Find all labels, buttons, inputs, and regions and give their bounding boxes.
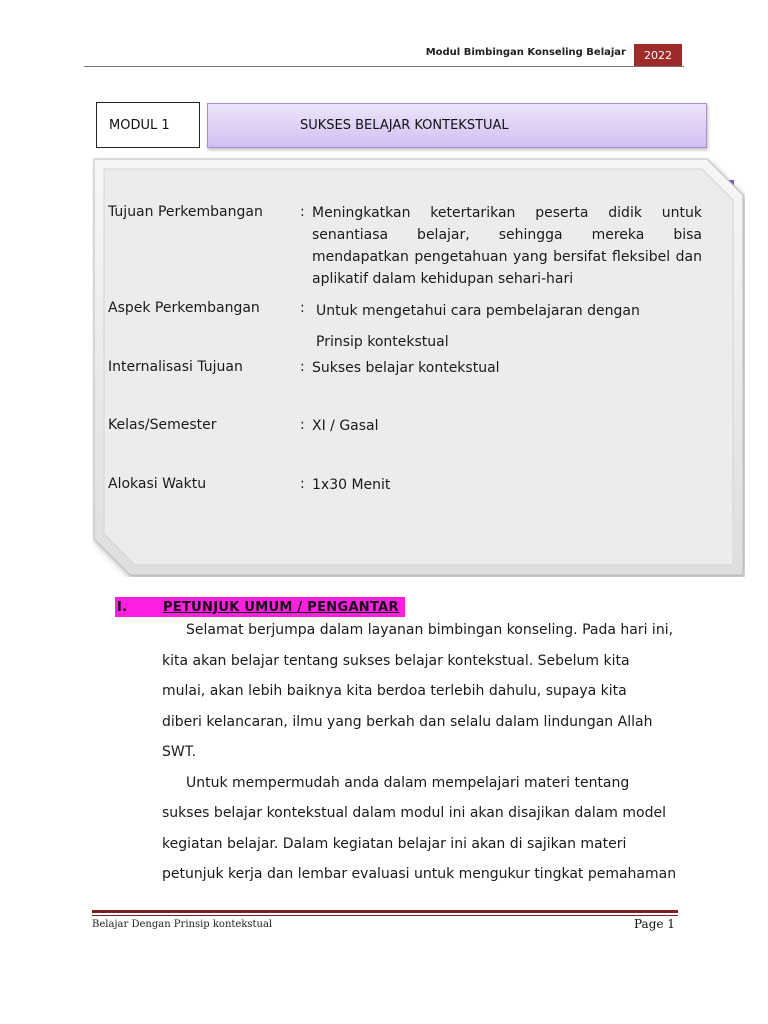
module-number-box: [96, 102, 200, 148]
info-label: Internalisasi Tujuan: [108, 359, 243, 375]
info-label: Kelas/Semester: [108, 417, 217, 433]
paragraph-line: Untuk mempermudah anda dalam mempelajari materi tentang: [186, 775, 630, 791]
header-title: Modul Bimbingan Konseling Belajar: [425, 47, 626, 58]
module-title-banner: [207, 103, 707, 148]
info-colon: :: [300, 476, 305, 492]
page-number: Page 1: [634, 917, 675, 931]
header-rule: [84, 66, 684, 67]
info-colon: :: [300, 204, 305, 220]
info-value: Untuk mengetahui cara pembelajaran dengan: [316, 303, 640, 319]
info-value-continued: Prinsip kontekstual: [316, 334, 449, 350]
section-heading: [115, 597, 405, 617]
paragraph-line: sukses belajar kontekstual dalam modul ini akan disajikan dalam model: [162, 805, 666, 821]
info-colon: :: [300, 359, 305, 375]
footer-rule: [92, 910, 678, 913]
info-value: Sukses belajar kontekstual: [312, 360, 500, 376]
footer-rule-thin: [92, 915, 678, 916]
paragraph-line: SWT.: [162, 744, 197, 760]
year-badge: 2022: [634, 44, 682, 66]
footer-title: Belajar Dengan Prinsip kontekstual: [92, 919, 273, 930]
info-label: Aspek Perkembangan: [108, 300, 260, 316]
paragraph-line: kegiatan belajar. Dalam kegiatan belajar ini akan di sajikan materi: [162, 836, 627, 852]
paragraph-line: Selamat berjumpa dalam layanan bimbingan konseling. Pada hari ini,: [186, 622, 674, 638]
module-title: SUKSES BELAJAR KONTEKSTUAL: [300, 118, 509, 133]
module-number-label: MODUL 1: [109, 117, 170, 133]
section-title: PETUNJUK UMUM / PENGANTAR: [163, 599, 399, 615]
info-colon: :: [300, 417, 305, 433]
info-value: Meningkatkan ketertarikan peserta didik untuk senantiasa belajar, sehingga mereka bisa mendapatkan pengetahuan yang bersifat fleksibel dan aplikatif dalam kehidupan sehari-hari: [312, 205, 702, 287]
info-value: 1x30 Menit: [312, 477, 391, 493]
section-number: I.: [117, 599, 128, 615]
paragraph-line: kita akan belajar tentang sukses belajar kontekstual. Sebelum kita: [162, 653, 630, 669]
info-colon: :: [300, 300, 305, 316]
info-label: Alokasi Waktu: [108, 476, 207, 492]
info-value: XI / Gasal: [312, 418, 379, 434]
paragraph-line: mulai, akan lebih baiknya kita berdoa terlebih dahulu, supaya kita: [162, 683, 627, 699]
paragraph-line: petunjuk kerja dan lembar evaluasi untuk mengukur tingkat pemahaman: [162, 866, 677, 882]
paragraph-line: diberi kelancaran, ilmu yang berkah dan selalu dalam lindungan Allah: [162, 714, 653, 730]
info-label: Tujuan Perkembangan: [108, 204, 263, 220]
